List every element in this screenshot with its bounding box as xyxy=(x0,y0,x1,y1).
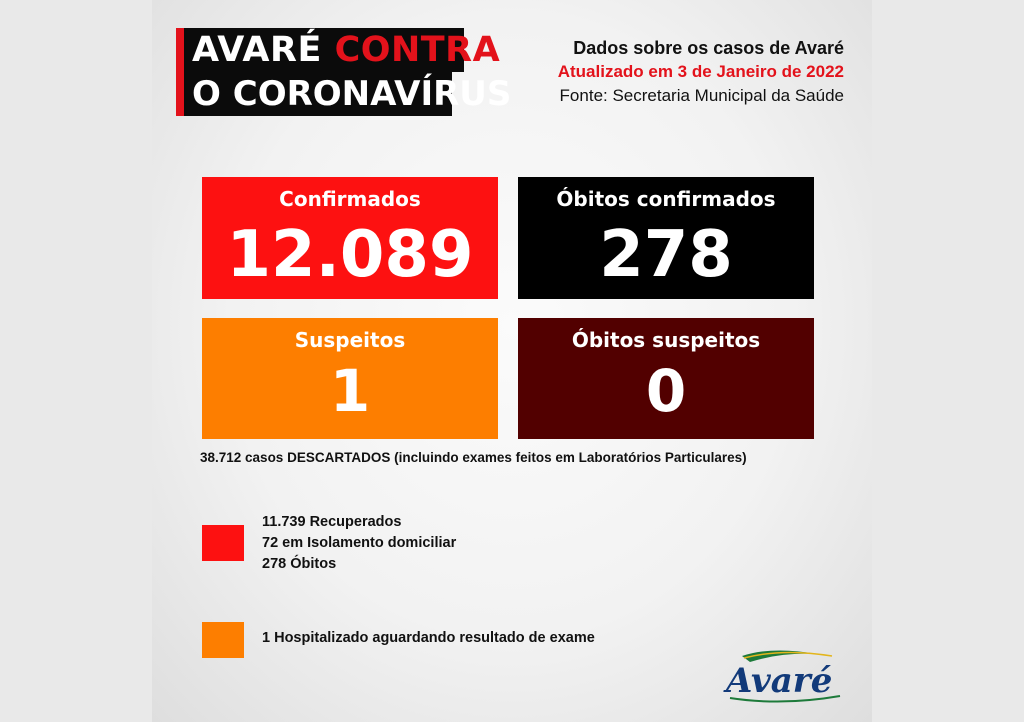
title-line-2: O CORONAVÍRUS xyxy=(184,72,452,116)
legend-red-text xyxy=(262,512,456,575)
header-info xyxy=(558,36,844,108)
avare-logo-icon xyxy=(722,648,852,708)
discarded-cases-text: 38.712 casos DESCARTADOS (incluindo exames feitos em Laboratórios Particulares) xyxy=(200,450,747,465)
legend-recovered: 11.739 Recuperados xyxy=(262,514,402,530)
legend-deaths: 278 Óbitos xyxy=(262,556,337,572)
title-accent-bar xyxy=(176,28,184,116)
stat-confirmed xyxy=(202,177,498,299)
stat-suspected-label: Suspeitos xyxy=(294,328,406,352)
title-city: AVARÉ xyxy=(192,30,322,70)
title-contra: CONTRA xyxy=(334,30,501,70)
title-line-1 xyxy=(184,28,501,72)
logo-wordmark: Avaré xyxy=(726,661,833,701)
stat-suspected-deaths-value: 0 xyxy=(645,357,687,425)
legend-hospitalized: 1 Hospitalizado aguardando resultado de exame xyxy=(262,630,595,646)
header-updated-date: Atualizado em 3 de Janeiro de 2022 xyxy=(557,62,844,81)
header-source: Fonte: Secretaria Municipal da Saúde xyxy=(559,86,844,105)
legend-red-swatch xyxy=(202,525,244,561)
stat-deaths-label: Óbitos confirmados xyxy=(556,187,776,211)
stat-confirmed-label: Confirmados xyxy=(279,187,421,211)
stat-deaths-value: 278 xyxy=(599,218,733,292)
stat-suspected-deaths-label: Óbitos suspeitos xyxy=(571,328,761,352)
stat-deaths xyxy=(518,177,814,299)
stat-suspected-deaths xyxy=(518,318,814,439)
infographic-card xyxy=(152,0,872,722)
stat-suspected-value: 1 xyxy=(329,357,371,425)
legend-orange-swatch xyxy=(202,622,244,658)
stat-confirmed-value: 12.089 xyxy=(226,218,474,292)
legend-home-isolation: 72 em Isolamento domiciliar xyxy=(262,535,457,551)
header-heading: Dados sobre os casos de Avaré xyxy=(573,38,844,58)
stat-suspected xyxy=(202,318,498,439)
